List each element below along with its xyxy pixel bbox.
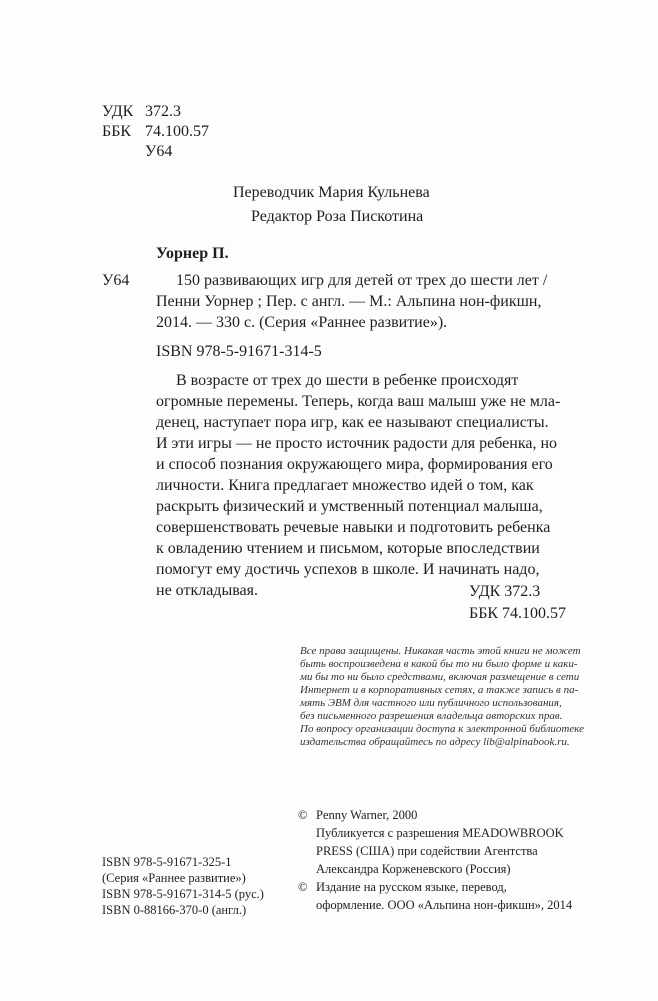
annotation-line: В возрасте от трех до шести в ребенке происходят: [176, 372, 519, 389]
copyright-line: Издание на русском языке, перевод,: [316, 880, 507, 894]
entry-author: Уорнер П.: [156, 245, 229, 262]
annotation-line: к овладению чтением и письмом, которые впоследствии: [156, 540, 540, 557]
rights-line: издательства обращайтесь по адресу lib@alpinabook.ru.: [300, 736, 570, 748]
rights-line: ми бы то ни было средствами, включая размещение в сети: [300, 671, 580, 683]
copyright-line: Александра Корженевского (Россия): [316, 862, 511, 876]
entry-description-line: 150 развивающих игр для детей от трех до шести лет /: [176, 272, 548, 289]
copyright-symbol: ©: [298, 880, 308, 894]
translator-credit: Переводчик Мария Кульнева: [233, 184, 430, 201]
udk-value: 372.3: [145, 103, 181, 120]
annotation-line: огромные перемены. Теперь, когда ваш малыш уже не мла-: [156, 393, 561, 410]
entry-description-line: Пенни Уорнер ; Пер. с англ. — М.: Альпина нон-фикшн,: [156, 293, 542, 310]
copyright-line: Публикуется с разрешения MEADOWBROOK: [316, 826, 564, 840]
rights-line: Все права защищены. Никакая часть этой книги не может: [300, 645, 581, 657]
annotation-line: денец, наступает пора игр, как ее называют специалисты.: [156, 414, 549, 431]
rights-line: мять ЭВМ для частного или публичного использования,: [300, 697, 562, 709]
copyright-symbol: ©: [298, 808, 308, 822]
rights-line: По вопросу организации доступа к электронной библиотеке: [300, 723, 585, 735]
annotation-line: помогут ему достичь успехов в школе. И начинать надо,: [156, 561, 540, 578]
rights-line: Интернет и в корпоративных сетях, а также запись в па-: [300, 684, 579, 696]
rights-line: без письменного разрешения владельца авторских прав.: [300, 710, 563, 722]
annotation-line: И эти игры — не просто источник радости для ребенка, но: [156, 435, 558, 452]
isbn-item: ISBN 978-5-91671-325-1: [102, 855, 232, 869]
isbn-item: ISBN 978-5-91671-314-5 (рус.): [102, 887, 264, 901]
annotation-line: не откладывая.: [156, 582, 258, 599]
entry-description-line: 2014. — 330 с. (Серия «Раннее развитие»).: [156, 314, 448, 331]
annotation-line: личности. Книга предлагает множество идей о том, как: [156, 477, 534, 494]
author-mark-top: У64: [145, 143, 173, 160]
entry-author-mark: У64: [102, 272, 130, 289]
annotation-line: совершенствовать речевые навыки и подготовить ребенка: [156, 519, 551, 536]
footer-udk: УДК 372.3: [469, 583, 541, 600]
annotation-line: и способ познания окружающего мира, формирования его: [156, 456, 553, 473]
annotation-line: раскрыть физический и умственный потенциал малыша,: [156, 498, 543, 515]
copyright-line: Penny Warner, 2000: [316, 808, 418, 822]
rights-line: быть воспроизведена в какой бы то ни было форме и каки-: [300, 658, 578, 670]
editor-credit: Редактор Роза Пискотина: [251, 208, 424, 225]
bbk-label: ББК: [102, 123, 132, 140]
isbn-item: (Серия «Раннее развитие»): [102, 871, 246, 885]
bbk-value: 74.100.57: [145, 123, 209, 140]
isbn-item: ISBN 0-88166-370-0 (англ.): [102, 903, 247, 917]
footer-bbk: ББК 74.100.57: [469, 605, 567, 622]
udk-label: УДК: [102, 103, 134, 120]
entry-isbn: ISBN 978-5-91671-314-5: [156, 343, 322, 360]
copyright-line: оформление. ООО «Альпина нон-фикшн», 2014: [316, 898, 573, 912]
copyright-line: PRESS (США) при содействии Агентства: [316, 844, 538, 858]
